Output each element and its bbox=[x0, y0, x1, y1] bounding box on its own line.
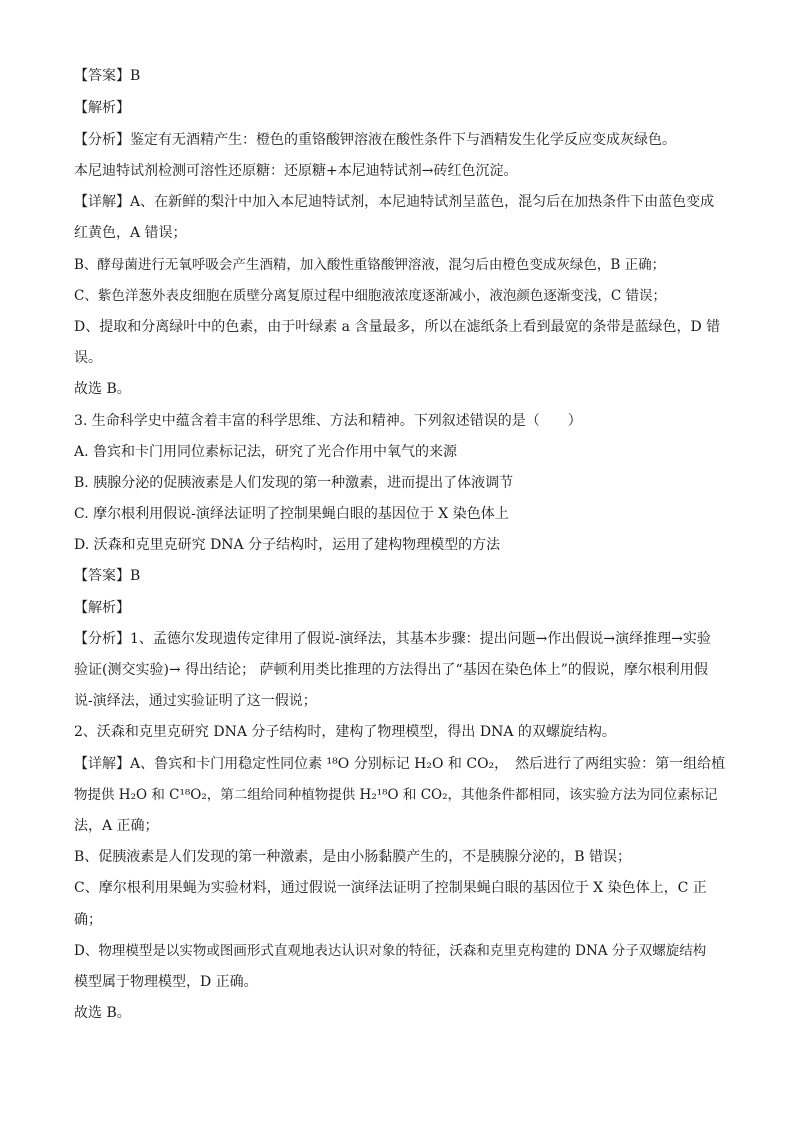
detail-text: 【详解】A、鲁宾和卡门用稳定性同位素 ¹⁸O 分别标记 H₂O 和 CO₂， 然后进行了两组实验：第一组给植 bbox=[74, 756, 726, 772]
detail-text: 红黄色，A 错误； bbox=[74, 225, 187, 241]
question-stem: 3. 生命科学史中蕴含着丰富的科学思维、方法和精神。下列叙述错误的是（ ） bbox=[74, 413, 582, 429]
analysis-text: 2、沃森和克里克研究 DNA 分子结构时，建构了物理模型，得出 DNA 的双螺旋结构。 bbox=[74, 724, 616, 740]
detail-text: 误。 bbox=[74, 350, 102, 366]
detail-text: B、酵母菌进行无氧呼吸会产生酒精，加入酸性重铬酸钾溶液，混匀后由橙色变成灰绿色，B 正确； bbox=[74, 257, 666, 273]
detail-text: 【详解】A、在新鲜的梨汁中加入本尼迪特试剂，本尼迪特试剂呈蓝色，混匀后在加热条件下由蓝色变成 bbox=[74, 194, 715, 210]
conclusion-text: 故选 B。 bbox=[74, 381, 131, 397]
analysis-label: 【解析】 bbox=[74, 100, 130, 116]
analysis-text: 说-演绎法，通过实验证明了这一假说； bbox=[74, 693, 317, 709]
analysis-text: 本尼迪特试剂检测可溶性还原糖：还原糖+本尼迪特试剂→砖红色沉淀。 bbox=[74, 163, 518, 179]
answer-label: 【答案】B bbox=[74, 68, 141, 84]
analysis-label: 【解析】 bbox=[74, 600, 130, 616]
detail-text: 物提供 H₂O 和 C¹⁸O₂，第二组给同种植物提供 H₂¹⁸O 和 CO₂，其他条件都相同，该实验方法为同位素标记 bbox=[74, 787, 718, 803]
detail-text: 模型属于物理模型，D 正确。 bbox=[74, 974, 258, 990]
detail-text: D、提取和分离绿叶中的色素，由于叶绿素 a 含量最多，所以在滤纸条上看到最宽的条带是蓝绿色，D 错 bbox=[74, 319, 721, 335]
analysis-text: 【分析】鉴定有无酒精产生：橙色的重铬酸钾溶液在酸性条件下与酒精发生化学反应变成灰绿色。 bbox=[74, 132, 676, 148]
option-b: B. 胰腺分泌的促胰液素是人们发现的第一种激素，进而提出了体液调节 bbox=[74, 475, 514, 491]
detail-text: 确； bbox=[74, 912, 102, 928]
detail-text: B、促胰液素是人们发现的第一种激素，是由小肠黏膜产生的，不是胰腺分泌的，B 错误； bbox=[74, 849, 632, 865]
detail-text: 法，A 正确； bbox=[74, 818, 159, 834]
detail-text: D、物理模型是以实物或图画形式直观地表达认识对象的特征，沃森和克里克构建的 DNA 分子双螺旋结构 bbox=[74, 943, 707, 959]
option-a: A. 鲁宾和卡门用同位素标记法，研究了光合作用中氧气的来源 bbox=[74, 444, 458, 460]
option-d: D. 沃森和克里克研究 DNA 分子结构时，运用了建构物理模型的方法 bbox=[74, 537, 501, 553]
conclusion-text: 故选 B。 bbox=[74, 1005, 131, 1021]
analysis-text: 验证(测交实验)→ 得出结论； 萨顿利用类比推理的方法得出了“基因在染色体上”的假说，摩尔根利用假 bbox=[74, 662, 708, 678]
analysis-text: 【分析】1、孟德尔发现遗传定律用了假说-演绎法，其基本步骤：提出问题→作出假说→演绎推理→实验 bbox=[74, 631, 711, 647]
answer-label: 【答案】B bbox=[74, 568, 141, 584]
option-c: C. 摩尔根利用假说-演绎法证明了控制果蝇白眼的基因位于 X 染色体上 bbox=[74, 506, 509, 522]
detail-text: C、紫色洋葱外表皮细胞在质壁分离复原过程中细胞液浓度逐渐减小，液泡颜色逐渐变浅，C 错误； bbox=[74, 288, 666, 304]
detail-text: C、摩尔根利用果蝇为实验材料，通过假说一演绎法证明了控制果蝇白眼的基因位于 X 染色体上，C 正 bbox=[74, 880, 707, 896]
